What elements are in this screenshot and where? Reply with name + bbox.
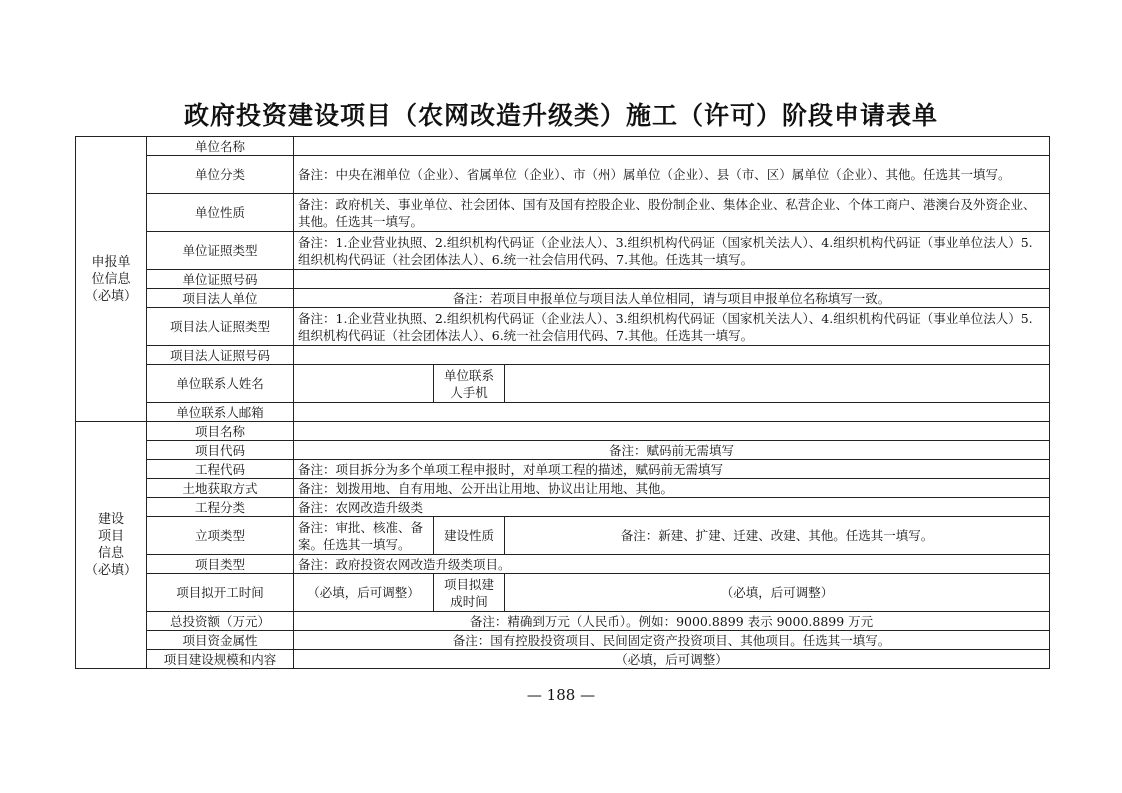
contact-name-label: 单位联系人姓名: [147, 365, 294, 403]
approval-type-label: 立项类型: [147, 517, 294, 555]
unit-cert-no-field[interactable]: [294, 270, 1050, 289]
unit-cert-type-label: 单位证照类型: [147, 232, 294, 270]
contact-name-field[interactable]: [294, 365, 434, 403]
end-time-label-text: 项目拟建 成时间: [443, 576, 494, 609]
eng-category-label: 工程分类: [147, 498, 294, 517]
legal-cert-no-field[interactable]: [294, 346, 1050, 365]
legal-cert-type-label: 项目法人证照类型: [147, 308, 294, 346]
row-engineering-code: [76, 460, 1050, 479]
build-nature-label: 建设性质: [434, 517, 505, 555]
fund-attr-field[interactable]: 备注：国有控股投资项目、民间固定资产投资项目、其他项目。任选其一填写。: [294, 631, 1050, 650]
row-schedule: [76, 574, 1050, 612]
section-project-info-text: 建设 项目 信息 （必填）: [84, 512, 137, 578]
project-code-label: 项目代码: [147, 441, 294, 460]
eng-category-field[interactable]: 备注：农网改造升级类: [294, 498, 1050, 517]
scale-field[interactable]: （必填，后可调整）: [294, 650, 1050, 669]
unit-nature-label: 单位性质: [147, 194, 294, 232]
fund-attr-label: 项目资金属性: [147, 631, 294, 650]
investment-label: 总投资额（万元）: [147, 612, 294, 631]
contact-email-label: 单位联系人邮箱: [147, 403, 294, 422]
unit-category-field[interactable]: 备注：中央在湘单位（企业）、省属单位（企业）、市（州）属单位（企业）、县（市、区）属单位（企业）、其他。任选其一填写。: [294, 156, 1050, 194]
contact-phone-label: [434, 365, 505, 403]
row-unit-category: [76, 156, 1050, 194]
legal-cert-no-label: 项目法人证照号码: [147, 346, 294, 365]
row-project-type: [76, 555, 1050, 574]
unit-cert-type-field[interactable]: 备注：1.企业营业执照、2.组织机构代码证（企业法人）、3.组织机构代码证（国家机关法人）、4.组织机构代码证（事业单位法人）5.组织机构代码证（社会团体法人）、6.统一社会信用代码、7.其他。任选其一填写。: [294, 232, 1050, 270]
project-name-label: 项目名称: [147, 422, 294, 441]
section-applicant-info-label: [76, 137, 147, 422]
build-nature-field[interactable]: 备注：新建、扩建、迁建、改建、其他。任选其一填写。: [505, 517, 1050, 555]
engineering-code-label: 工程代码: [147, 460, 294, 479]
investment-field[interactable]: 备注：精确到万元（人民币）。例如：9000.8899 表示 9000.8899 万元: [294, 612, 1050, 631]
contact-phone-field[interactable]: [505, 365, 1050, 403]
unit-cert-no-label: 单位证照号码: [147, 270, 294, 289]
row-legal-unit: [76, 289, 1050, 308]
row-unit-nature: [76, 194, 1050, 232]
end-time-label: [434, 574, 505, 612]
land-method-field[interactable]: 备注：划拨用地、自有用地、公开出让用地、协议出让用地、其他。: [294, 479, 1050, 498]
scale-label: 项目建设规模和内容: [147, 650, 294, 669]
section-applicant-info-text: 申报单 位信息 （必填）: [84, 254, 137, 304]
row-unit-cert-no: [76, 270, 1050, 289]
approval-type-field[interactable]: 备注：审批、核准、备案。任选其一填写。: [294, 517, 434, 555]
row-land-method: [76, 479, 1050, 498]
row-unit-name: [76, 137, 1050, 156]
unit-name-field[interactable]: [294, 137, 1050, 156]
project-code-field[interactable]: 备注：赋码前无需填写: [294, 441, 1050, 460]
contact-email-field[interactable]: [294, 403, 1050, 422]
land-method-label: 土地获取方式: [147, 479, 294, 498]
row-fund-attr: [76, 631, 1050, 650]
legal-cert-type-field[interactable]: 备注：1.企业营业执照、2.组织机构代码证（企业法人）、3.组织机构代码证（国家机关法人）、4.组织机构代码证（事业单位法人）5.组织机构代码证（社会团体法人）、6.统一社会信用代码、7.其他。任选其一填写。: [294, 308, 1050, 346]
application-form-table: [75, 136, 1050, 669]
legal-unit-field[interactable]: 备注：若项目申报单位与项目法人单位相同，请与项目申报单位名称填写一致。: [294, 289, 1050, 308]
row-legal-cert-type: [76, 308, 1050, 346]
page-number: — 188 —: [526, 686, 596, 704]
row-contact-name: [76, 365, 1050, 403]
end-time-field[interactable]: （必填，后可调整）: [505, 574, 1050, 612]
row-unit-cert-type: [76, 232, 1050, 270]
project-type-label: 项目类型: [147, 555, 294, 574]
row-approval-type: [76, 517, 1050, 555]
row-contact-email: [76, 403, 1050, 422]
row-scale: [76, 650, 1050, 669]
legal-unit-label: 项目法人单位: [147, 289, 294, 308]
row-legal-cert-no: [76, 346, 1050, 365]
start-time-label: 项目拟开工时间: [147, 574, 294, 612]
engineering-code-field[interactable]: 备注：项目拆分为多个单项工程申报时，对单项工程的描述，赋码前无需填写: [294, 460, 1050, 479]
section-project-info-label: [76, 422, 147, 669]
project-type-field[interactable]: 备注：政府投资农网改造升级类项目。: [294, 555, 1050, 574]
unit-nature-field[interactable]: 备注：政府机关、事业单位、社会团体、国有及国有控股企业、股份制企业、集体企业、私营企业、个体工商户、港澳台及外资企业、其他。任选其一填写。: [294, 194, 1050, 232]
project-name-field[interactable]: [294, 422, 1050, 441]
unit-name-label: 单位名称: [147, 137, 294, 156]
page-title: 政府投资建设项目（农网改造升级类）施工（许可）阶段申请表单: [183, 101, 938, 130]
row-project-code: [76, 441, 1050, 460]
row-project-name: [76, 422, 1050, 441]
contact-phone-label-text: 单位联系 人手机: [443, 367, 494, 400]
row-investment: [76, 612, 1050, 631]
row-eng-category: [76, 498, 1050, 517]
start-time-field[interactable]: （必填，后可调整）: [294, 574, 434, 612]
unit-category-label: 单位分类: [147, 156, 294, 194]
